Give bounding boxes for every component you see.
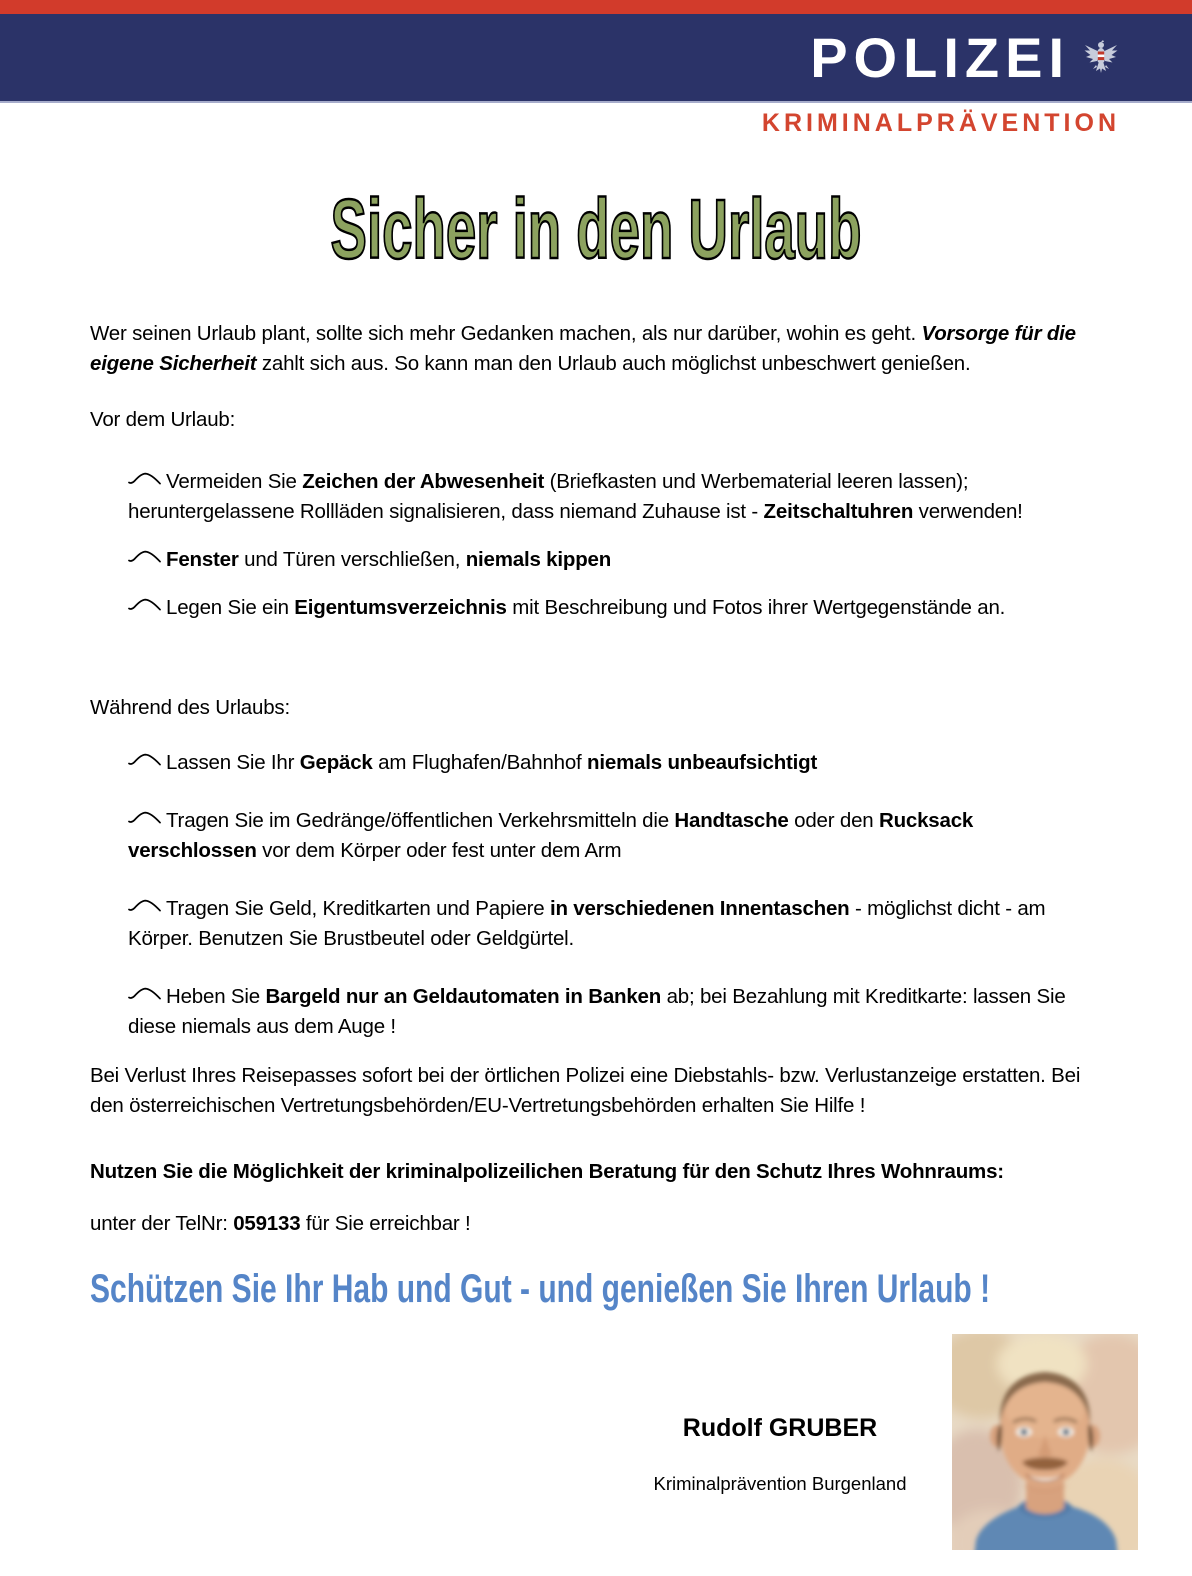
portrait-photo-image: [952, 1334, 1138, 1550]
arc-bullet-icon: [128, 898, 161, 912]
portrait-photo: [952, 1334, 1138, 1550]
bold-text-segment: Zeichen der Abwesenheit: [302, 470, 545, 493]
bullet-list-during-vacation: [128, 748, 1105, 1042]
closing-headline: Schützen Sie Ihr Hab und Gut - und genießen Sie Ihren Urlaub !: [90, 1267, 991, 1311]
text-segment: und Türen verschließen,: [238, 548, 466, 571]
bold-text-segment: Zeitschaltuhren: [763, 500, 914, 523]
phone-number: 059133: [233, 1212, 301, 1235]
text-segment: am Flughafen/Bahnhof: [372, 751, 588, 774]
text-segment: unter der TelNr:: [90, 1212, 234, 1235]
header-red-stripe: [0, 0, 1192, 14]
bold-text-segment: niemals kippen: [465, 548, 612, 571]
phone-paragraph: [90, 1209, 1105, 1239]
text-segment: Tragen Sie Geld, Kreditkarten und Papiere: [166, 897, 550, 920]
list-item: [128, 748, 1105, 778]
list-item: [128, 806, 1105, 866]
text-segment: zahlt sich aus. So kann man den Urlaub auch möglichst unbeschwert genießen.: [256, 352, 971, 375]
kriminalpraevention-label: KRIMINALPRÄVENTION: [761, 109, 1120, 137]
list-item: [128, 593, 1105, 623]
passport-loss-paragraph: Bei Verlust Ihres Reisepasses sofort bei der örtlichen Polizei eine Diebstahls- bzw. Verlustanzeige erstatten. Bei den österreichischen Vertretungsbehörden/EU-Vertretungsbehörden erhalten Sie Hilfe !: [90, 1064, 1081, 1117]
bold-text-segment: Handtasche: [674, 809, 789, 832]
arc-bullet-icon: [128, 597, 161, 611]
text-segment: Tragen Sie im Gedränge/öffentlichen Verkehrsmitteln die: [166, 809, 675, 832]
polizei-logo-text: POLIZEI: [810, 25, 1070, 89]
arc-bullet-icon: [128, 549, 161, 563]
section-heading-vor-dem-urlaub: Vor dem Urlaub:: [90, 408, 236, 431]
austrian-eagle-icon: [1084, 40, 1118, 76]
text-segment: für Sie erreichbar !: [300, 1212, 471, 1235]
text-segment: verwenden!: [913, 500, 1023, 523]
bold-text-segment: Eigentumsverzeichnis: [294, 596, 507, 619]
bold-text-segment: Fenster: [166, 548, 239, 571]
page-title: Sicher in den Urlaub: [330, 182, 862, 276]
signature-organization: Kriminalprävention Burgenland: [653, 1473, 907, 1494]
text-segment: Legen Sie ein: [166, 596, 295, 619]
bullet-list-before-vacation: [128, 467, 1105, 623]
bold-text-segment: in verschiedenen Innentaschen: [549, 897, 850, 920]
bold-text-segment: Rucksack verschlossen: [128, 809, 974, 862]
text-segment: (Briefkasten und Werbematerial leeren lassen); heruntergelassene Rollläden signalisieren, dass niemand Zuhause ist -: [128, 470, 969, 523]
arc-bullet-icon: [128, 986, 161, 1000]
text-segment: mit Beschreibung und Fotos ihrer Wertgegenstände an.: [506, 596, 1006, 619]
arc-bullet-icon: [128, 471, 161, 485]
bold-italic-segment: Vorsorge für die eigene Sicherheit: [90, 322, 1076, 375]
signature-text: [630, 1413, 930, 1495]
signature-block: [0, 1313, 1192, 1550]
text-segment: vor dem Körper oder fest unter dem Arm: [256, 839, 622, 862]
list-item: [128, 982, 1105, 1042]
text-segment: Vermeiden Sie: [166, 470, 303, 493]
list-item: [128, 545, 1105, 575]
advice-bold-paragraph: Nutzen Sie die Möglichkeit der kriminalpolizeilichen Beratung für den Schutz Ihres Wohnraums:: [90, 1160, 1004, 1183]
text-segment: ab; bei Bezahlung mit Kreditkarte: lassen Sie diese niemals aus dem Auge !: [128, 985, 1066, 1038]
text-segment: oder den: [788, 809, 879, 832]
list-item: [128, 467, 1105, 527]
bold-text-segment: Bargeld nur an Geldautomaten in Banken: [265, 985, 662, 1008]
text-segment: Heben Sie: [166, 985, 266, 1008]
intro-paragraph: [90, 319, 1105, 379]
header-navy-bar: [0, 14, 1192, 103]
section-heading-waehrend-des-urlaubs: Während des Urlaubs:: [90, 696, 290, 719]
signature-name: Rudolf GRUBER: [682, 1414, 878, 1442]
arc-bullet-icon: [128, 810, 161, 824]
bold-text-segment: Gepäck: [299, 751, 373, 774]
text-segment: Lassen Sie Ihr: [166, 751, 300, 774]
list-item: [128, 894, 1105, 954]
bold-text-segment: niemals unbeaufsichtigt: [587, 751, 818, 774]
text-segment: Wer seinen Urlaub plant, sollte sich mehr Gedanken machen, als nur darüber, wohin es geht.: [90, 322, 922, 345]
arc-bullet-icon: [128, 752, 161, 766]
text-segment: - möglichst dicht - am Körper. Benutzen Sie Brustbeutel oder Geldgürtel.: [128, 897, 1046, 950]
